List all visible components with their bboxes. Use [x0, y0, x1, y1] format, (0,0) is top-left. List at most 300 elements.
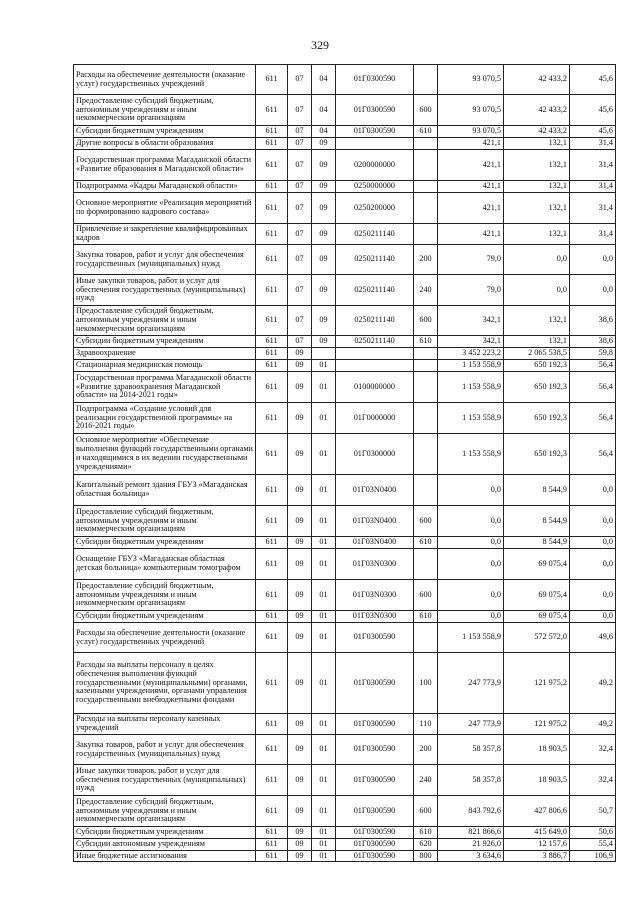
expense-type-cell: [414, 181, 438, 193]
subsection-code-cell: 09: [312, 224, 336, 245]
target-article-cell: 01Г0300590: [336, 796, 414, 827]
ministry-code-cell: 611: [256, 126, 288, 138]
section-code-cell: 09: [288, 372, 312, 403]
subsection-code-cell: 09: [312, 245, 336, 275]
ministry-code-cell: 611: [256, 549, 288, 580]
execution-percent-cell: 38,6: [570, 306, 616, 336]
ministry-code-cell: 611: [256, 193, 288, 224]
expense-type-cell: [414, 623, 438, 653]
target-article-cell: 01Г0300590: [336, 623, 414, 653]
expense-type-cell: [414, 403, 438, 434]
approved-amount-cell: 79,0: [438, 275, 504, 306]
table-row: [74, 193, 616, 224]
section-code-cell: 07: [288, 138, 312, 150]
expense-type-cell: 620: [414, 839, 438, 851]
expense-name-cell: Государственная программа Магаданской области «Развитие здравоохранения Магаданской области» на 2014-2021 годы»: [74, 372, 256, 403]
target-article-cell: 0250211140: [336, 245, 414, 275]
table-row: [74, 475, 616, 506]
subsection-code-cell: 01: [312, 714, 336, 735]
expense-type-cell: [414, 224, 438, 245]
table-row: [74, 714, 616, 735]
expense-type-cell: 610: [414, 336, 438, 348]
executed-amount-cell: 42 433,2: [504, 126, 570, 138]
executed-amount-cell: 415 649,0: [504, 827, 570, 839]
subsection-code-cell: 09: [312, 306, 336, 336]
execution-percent-cell: 0,0: [570, 537, 616, 549]
target-article-cell: 01Г0300590: [336, 839, 414, 851]
expense-name-cell: Субсидии бюджетным учреждениям: [74, 827, 256, 839]
approved-amount-cell: 21 926,0: [438, 839, 504, 851]
table-row: [74, 580, 616, 611]
approved-amount-cell: 821 866,6: [438, 827, 504, 839]
table-row: [74, 95, 616, 126]
subsection-code-cell: 01: [312, 537, 336, 549]
subsection-code-cell: [312, 348, 336, 360]
approved-amount-cell: 1 153 558,9: [438, 360, 504, 372]
expense-name-cell: Расходы на обеспечение деятельности (оказание услуг) государственных учреждений: [74, 65, 256, 95]
expense-name-cell: Основное мероприятие «Обеспечение выполнения функций государственными органами и находящимися в их ведении государственными учреждениями»: [74, 434, 256, 475]
ministry-code-cell: 611: [256, 224, 288, 245]
section-code-cell: 07: [288, 126, 312, 138]
ministry-code-cell: 611: [256, 765, 288, 796]
approved-amount-cell: 58 357,8: [438, 765, 504, 796]
subsection-code-cell: 09: [312, 336, 336, 348]
target-article-cell: 0250211140: [336, 336, 414, 348]
section-code-cell: 07: [288, 336, 312, 348]
expense-type-cell: 800: [414, 851, 438, 862]
approved-amount-cell: 93 070,5: [438, 65, 504, 95]
execution-percent-cell: 0,0: [570, 475, 616, 506]
table-row: [74, 138, 616, 150]
approved-amount-cell: 342,1: [438, 336, 504, 348]
expense-type-cell: 600: [414, 306, 438, 336]
table-row: [74, 623, 616, 653]
approved-amount-cell: 342,1: [438, 306, 504, 336]
ministry-code-cell: 611: [256, 150, 288, 181]
expense-name-cell: Субсидии бюджетным учреждениям: [74, 126, 256, 138]
table-row: [74, 537, 616, 549]
table-row: [74, 224, 616, 245]
executed-amount-cell: 650 192,3: [504, 403, 570, 434]
expense-name-cell: Капитальный ремонт здания ГБУЗ «Магаданская областная больница»: [74, 475, 256, 506]
budget-table-body: [74, 65, 616, 862]
table-row: [74, 403, 616, 434]
expense-name-cell: Привлечение и закрепление квалифицированных кадров: [74, 224, 256, 245]
table-row: [74, 181, 616, 193]
section-code-cell: 09: [288, 348, 312, 360]
table-row: [74, 336, 616, 348]
execution-percent-cell: 31,4: [570, 150, 616, 181]
subsection-code-cell: 09: [312, 275, 336, 306]
executed-amount-cell: 132,1: [504, 336, 570, 348]
table-row: [74, 372, 616, 403]
section-code-cell: 09: [288, 653, 312, 714]
expense-name-cell: Основное мероприятие «Реализация мероприятий по формированию кадрового состава»: [74, 193, 256, 224]
section-code-cell: 09: [288, 506, 312, 537]
ministry-code-cell: 611: [256, 138, 288, 150]
target-article-cell: [336, 360, 414, 372]
table-row: [74, 65, 616, 95]
execution-percent-cell: 32,4: [570, 735, 616, 765]
ministry-code-cell: 611: [256, 403, 288, 434]
executed-amount-cell: 8 544,9: [504, 506, 570, 537]
subsection-code-cell: 01: [312, 580, 336, 611]
subsection-code-cell: 01: [312, 403, 336, 434]
target-article-cell: 01Г03N0300: [336, 580, 414, 611]
approved-amount-cell: 421,1: [438, 181, 504, 193]
section-code-cell: 09: [288, 403, 312, 434]
execution-percent-cell: 38,6: [570, 336, 616, 348]
execution-percent-cell: 31,4: [570, 181, 616, 193]
ministry-code-cell: 611: [256, 796, 288, 827]
execution-percent-cell: 106,9: [570, 851, 616, 862]
expense-name-cell: Государственная программа Магаданской области «Развитие образования в Магаданской области»: [74, 150, 256, 181]
target-article-cell: 0250211140: [336, 275, 414, 306]
executed-amount-cell: 42 433,2: [504, 95, 570, 126]
approved-amount-cell: 421,1: [438, 224, 504, 245]
approved-amount-cell: 247 773,9: [438, 714, 504, 735]
expense-name-cell: Здравоохранение: [74, 348, 256, 360]
ministry-code-cell: 611: [256, 372, 288, 403]
execution-percent-cell: 56,4: [570, 372, 616, 403]
subsection-code-cell: 09: [312, 181, 336, 193]
execution-percent-cell: 59,8: [570, 348, 616, 360]
executed-amount-cell: 427 806,6: [504, 796, 570, 827]
section-code-cell: 07: [288, 275, 312, 306]
subsection-code-cell: 01: [312, 434, 336, 475]
approved-amount-cell: 58 357,8: [438, 735, 504, 765]
expense-name-cell: Предоставление субсидий бюджетным, автономным учреждениям и иным некоммерческим организациям: [74, 580, 256, 611]
target-article-cell: 01Г03N0300: [336, 549, 414, 580]
ministry-code-cell: 611: [256, 537, 288, 549]
section-code-cell: 09: [288, 714, 312, 735]
ministry-code-cell: 611: [256, 827, 288, 839]
target-article-cell: [336, 348, 414, 360]
expense-name-cell: Предоставление субсидий бюджетным, автономным учреждениям и иным некоммерческим организациям: [74, 95, 256, 126]
target-article-cell: 01Г0300590: [336, 851, 414, 862]
section-code-cell: 07: [288, 95, 312, 126]
approved-amount-cell: 93 070,5: [438, 126, 504, 138]
execution-percent-cell: 50,7: [570, 796, 616, 827]
approved-amount-cell: 421,1: [438, 150, 504, 181]
section-code-cell: 07: [288, 245, 312, 275]
table-row: [74, 360, 616, 372]
table-row: [74, 126, 616, 138]
executed-amount-cell: 121 975,2: [504, 714, 570, 735]
expense-name-cell: Предоставление субсидий бюджетным, автономным учреждениям и иным некоммерческим организациям: [74, 796, 256, 827]
target-article-cell: 01Г0300590: [336, 126, 414, 138]
table-row: [74, 434, 616, 475]
target-article-cell: 01Г03N0400: [336, 537, 414, 549]
execution-percent-cell: 50,6: [570, 827, 616, 839]
ministry-code-cell: 611: [256, 181, 288, 193]
executed-amount-cell: 132,1: [504, 150, 570, 181]
section-code-cell: 09: [288, 796, 312, 827]
budget-table: [73, 64, 616, 862]
execution-percent-cell: 49,6: [570, 623, 616, 653]
expense-type-cell: 610: [414, 126, 438, 138]
expense-type-cell: [414, 372, 438, 403]
expense-type-cell: 110: [414, 714, 438, 735]
section-code-cell: 07: [288, 306, 312, 336]
expense-type-cell: [414, 549, 438, 580]
target-article-cell: 01Г03N0400: [336, 475, 414, 506]
expense-type-cell: [414, 138, 438, 150]
expense-type-cell: 240: [414, 275, 438, 306]
executed-amount-cell: 3 886,7: [504, 851, 570, 862]
target-article-cell: 0250211140: [336, 224, 414, 245]
subsection-code-cell: 01: [312, 506, 336, 537]
expense-name-cell: Субсидии бюджетным учреждениям: [74, 611, 256, 623]
subsection-code-cell: 01: [312, 475, 336, 506]
expense-type-cell: 610: [414, 827, 438, 839]
executed-amount-cell: 132,1: [504, 224, 570, 245]
executed-amount-cell: 0,0: [504, 275, 570, 306]
expense-name-cell: Подпрограмма «Создание условий для реализации государственной программы» на 2016-2021 годы»: [74, 403, 256, 434]
table-row: [74, 348, 616, 360]
executed-amount-cell: 572 572,0: [504, 623, 570, 653]
execution-percent-cell: 31,4: [570, 224, 616, 245]
section-code-cell: 09: [288, 765, 312, 796]
section-code-cell: 09: [288, 839, 312, 851]
section-code-cell: 09: [288, 549, 312, 580]
expense-type-cell: [414, 150, 438, 181]
ministry-code-cell: 611: [256, 714, 288, 735]
expense-type-cell: [414, 360, 438, 372]
approved-amount-cell: 79,0: [438, 245, 504, 275]
executed-amount-cell: 69 075,4: [504, 549, 570, 580]
executed-amount-cell: 132,1: [504, 138, 570, 150]
table-row: [74, 549, 616, 580]
ministry-code-cell: 611: [256, 275, 288, 306]
expense-type-cell: 600: [414, 506, 438, 537]
executed-amount-cell: 650 192,3: [504, 434, 570, 475]
expense-name-cell: Иные закупки товаров, работ и услуг для обеспечения государственных (муниципальных) нужд: [74, 765, 256, 796]
target-article-cell: 0250211140: [336, 306, 414, 336]
execution-percent-cell: 45,6: [570, 65, 616, 95]
expense-name-cell: Предоставление субсидий бюджетным, автономным учреждениям и иным некоммерческим организациям: [74, 306, 256, 336]
expense-name-cell: Расходы на выплаты персоналу в целях обеспечения выполнения функций государственными (муниципальными) органами, казенными учреждениями, органами управления государственными внебюджетными фондами: [74, 653, 256, 714]
subsection-code-cell: 01: [312, 735, 336, 765]
expense-name-cell: Стационарная медицинская помощь: [74, 360, 256, 372]
expense-name-cell: Подпрограмма «Кадры Магаданской области»: [74, 181, 256, 193]
expense-name-cell: Субсидии автономным учреждениям: [74, 839, 256, 851]
section-code-cell: 07: [288, 193, 312, 224]
ministry-code-cell: 611: [256, 95, 288, 126]
target-article-cell: 01Г0000000: [336, 403, 414, 434]
executed-amount-cell: 132,1: [504, 181, 570, 193]
expense-name-cell: Расходы на обеспечение деятельности (оказание услуг) государственных учреждений: [74, 623, 256, 653]
execution-percent-cell: 55,4: [570, 839, 616, 851]
target-article-cell: 0250200000: [336, 193, 414, 224]
target-article-cell: 01Г03N0400: [336, 506, 414, 537]
target-article-cell: 01Г03N0300: [336, 611, 414, 623]
approved-amount-cell: 3 634,6: [438, 851, 504, 862]
ministry-code-cell: 611: [256, 623, 288, 653]
expense-type-cell: 100: [414, 653, 438, 714]
expense-name-cell: Субсидии бюджетным учреждениям: [74, 537, 256, 549]
subsection-code-cell: 04: [312, 95, 336, 126]
section-code-cell: 09: [288, 580, 312, 611]
table-row: [74, 306, 616, 336]
ministry-code-cell: 611: [256, 65, 288, 95]
expense-name-cell: Закупка товаров, работ и услуг для обеспечения государственных (муниципальных) нужд: [74, 735, 256, 765]
ministry-code-cell: 611: [256, 348, 288, 360]
ministry-code-cell: 611: [256, 360, 288, 372]
ministry-code-cell: 611: [256, 653, 288, 714]
ministry-code-cell: 611: [256, 611, 288, 623]
execution-percent-cell: 56,4: [570, 360, 616, 372]
approved-amount-cell: 247 773,9: [438, 653, 504, 714]
subsection-code-cell: 01: [312, 827, 336, 839]
subsection-code-cell: 01: [312, 839, 336, 851]
subsection-code-cell: 01: [312, 549, 336, 580]
target-article-cell: 01Г0300590: [336, 765, 414, 796]
execution-percent-cell: 0,0: [570, 506, 616, 537]
table-row: [74, 150, 616, 181]
target-article-cell: 0100000000: [336, 372, 414, 403]
execution-percent-cell: 31,4: [570, 193, 616, 224]
section-code-cell: 07: [288, 65, 312, 95]
target-article-cell: 01Г0300590: [336, 65, 414, 95]
section-code-cell: 09: [288, 851, 312, 862]
execution-percent-cell: 45,6: [570, 126, 616, 138]
execution-percent-cell: 45,6: [570, 95, 616, 126]
execution-percent-cell: 0,0: [570, 580, 616, 611]
section-code-cell: 07: [288, 224, 312, 245]
expense-type-cell: 240: [414, 765, 438, 796]
target-article-cell: 01Г0300590: [336, 653, 414, 714]
expense-type-cell: 200: [414, 735, 438, 765]
section-code-cell: 09: [288, 537, 312, 549]
subsection-code-cell: 01: [312, 360, 336, 372]
table-row: [74, 245, 616, 275]
ministry-code-cell: 611: [256, 839, 288, 851]
expense-type-cell: 200: [414, 245, 438, 275]
expense-type-cell: 600: [414, 580, 438, 611]
expense-name-cell: Предоставление субсидий бюджетным, автономным учреждениям и иным некоммерческим организациям: [74, 506, 256, 537]
target-article-cell: 01Г0300590: [336, 735, 414, 765]
ministry-code-cell: 611: [256, 851, 288, 862]
subsection-code-cell: 01: [312, 796, 336, 827]
executed-amount-cell: 650 192,3: [504, 372, 570, 403]
execution-percent-cell: 49,2: [570, 653, 616, 714]
table-row: [74, 796, 616, 827]
section-code-cell: 09: [288, 475, 312, 506]
approved-amount-cell: 843 792,6: [438, 796, 504, 827]
table-row: [74, 653, 616, 714]
ministry-code-cell: 611: [256, 506, 288, 537]
section-code-cell: 09: [288, 827, 312, 839]
table-row: [74, 851, 616, 862]
executed-amount-cell: 8 544,9: [504, 537, 570, 549]
target-article-cell: 0250000000: [336, 181, 414, 193]
expense-type-cell: [414, 65, 438, 95]
expense-name-cell: Иные закупки товаров, работ и услуг для обеспечения государственных (муниципальных) нужд: [74, 275, 256, 306]
section-code-cell: 07: [288, 181, 312, 193]
target-article-cell: 0200000000: [336, 150, 414, 181]
expense-type-cell: [414, 193, 438, 224]
execution-percent-cell: 0,0: [570, 549, 616, 580]
expense-name-cell: Иные бюджетные ассигнования: [74, 851, 256, 862]
execution-percent-cell: 0,0: [570, 275, 616, 306]
subsection-code-cell: 09: [312, 193, 336, 224]
executed-amount-cell: 18 903,5: [504, 765, 570, 796]
table-row: [74, 611, 616, 623]
section-code-cell: 07: [288, 150, 312, 181]
expense-name-cell: Расходы на выплаты персоналу казенных учреждений: [74, 714, 256, 735]
ministry-code-cell: 611: [256, 245, 288, 275]
executed-amount-cell: 8 544,9: [504, 475, 570, 506]
subsection-code-cell: 01: [312, 653, 336, 714]
execution-percent-cell: 56,4: [570, 403, 616, 434]
executed-amount-cell: 18 903,5: [504, 735, 570, 765]
expense-type-cell: 600: [414, 95, 438, 126]
executed-amount-cell: 132,1: [504, 193, 570, 224]
approved-amount-cell: 1 153 558,9: [438, 372, 504, 403]
execution-percent-cell: 31,4: [570, 138, 616, 150]
subsection-code-cell: 01: [312, 611, 336, 623]
executed-amount-cell: 69 075,4: [504, 580, 570, 611]
approved-amount-cell: 0,0: [438, 611, 504, 623]
expense-name-cell: Субсидии бюджетным учреждениям: [74, 336, 256, 348]
expense-name-cell: Другие вопросы в области образования: [74, 138, 256, 150]
table-row: [74, 506, 616, 537]
ministry-code-cell: 611: [256, 336, 288, 348]
expense-type-cell: 610: [414, 537, 438, 549]
approved-amount-cell: 0,0: [438, 580, 504, 611]
approved-amount-cell: 0,0: [438, 537, 504, 549]
table-row: [74, 275, 616, 306]
ministry-code-cell: 611: [256, 580, 288, 611]
executed-amount-cell: 650 192,3: [504, 360, 570, 372]
expense-type-cell: 600: [414, 796, 438, 827]
execution-percent-cell: 56,4: [570, 434, 616, 475]
executed-amount-cell: 121 975,2: [504, 653, 570, 714]
table-row: [74, 839, 616, 851]
table-row: [74, 735, 616, 765]
approved-amount-cell: 1 153 558,9: [438, 403, 504, 434]
executed-amount-cell: 12 157,6: [504, 839, 570, 851]
executed-amount-cell: 0,0: [504, 245, 570, 275]
approved-amount-cell: 421,1: [438, 138, 504, 150]
expense-type-cell: 610: [414, 611, 438, 623]
executed-amount-cell: 132,1: [504, 306, 570, 336]
section-code-cell: 09: [288, 735, 312, 765]
subsection-code-cell: 01: [312, 623, 336, 653]
executed-amount-cell: 69 075,4: [504, 611, 570, 623]
execution-percent-cell: 32,4: [570, 765, 616, 796]
page-number: 329: [311, 38, 329, 52]
table-row: [74, 765, 616, 796]
ministry-code-cell: 611: [256, 434, 288, 475]
expense-name-cell: Оснащение ГБУЗ «Магаданская областная детская больница» компьютерным томографом: [74, 549, 256, 580]
subsection-code-cell: 09: [312, 138, 336, 150]
execution-percent-cell: 49,2: [570, 714, 616, 735]
approved-amount-cell: 3 452 223,2: [438, 348, 504, 360]
approved-amount-cell: 0,0: [438, 506, 504, 537]
execution-percent-cell: 0,0: [570, 611, 616, 623]
executed-amount-cell: 2 065 538,5: [504, 348, 570, 360]
approved-amount-cell: 0,0: [438, 549, 504, 580]
section-code-cell: 09: [288, 434, 312, 475]
subsection-code-cell: 04: [312, 65, 336, 95]
approved-amount-cell: 1 153 558,9: [438, 434, 504, 475]
subsection-code-cell: 01: [312, 851, 336, 862]
target-article-cell: 01Г0300590: [336, 714, 414, 735]
approved-amount-cell: 421,1: [438, 193, 504, 224]
section-code-cell: 09: [288, 623, 312, 653]
